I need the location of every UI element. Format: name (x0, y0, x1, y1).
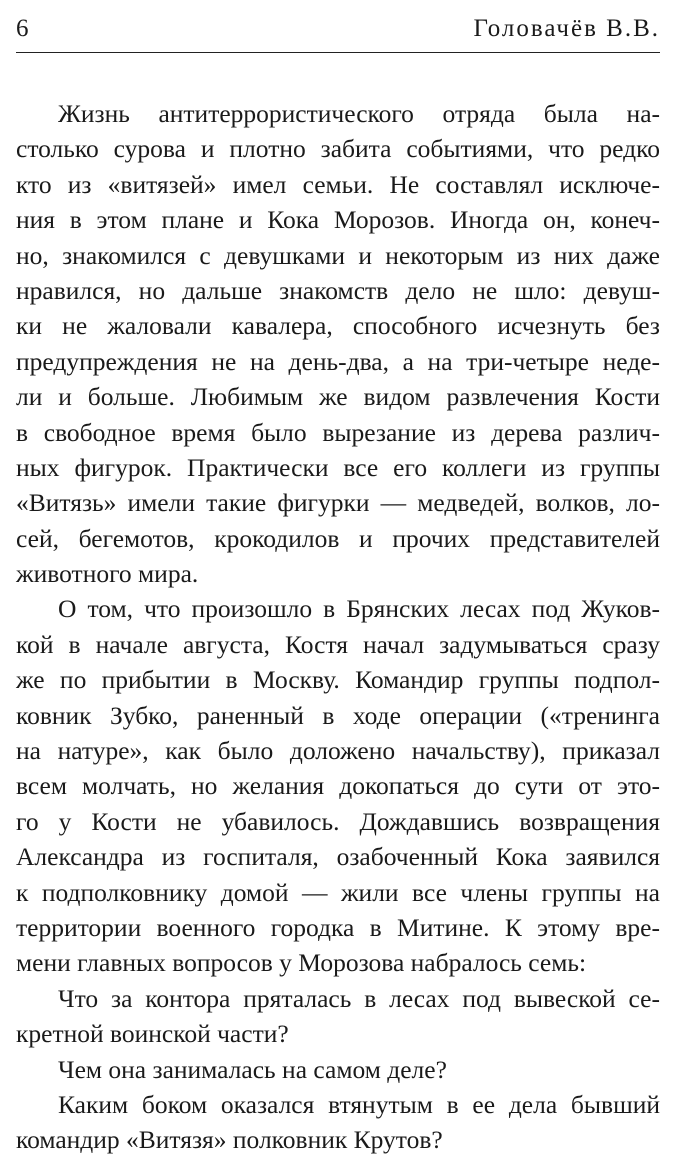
text-line: но, знакомился с девушками и некоторым из них даже (16, 240, 660, 270)
text-line: территории военного городка в Митине. К этому вре- (16, 912, 660, 942)
text-line: Жизнь антитеррористического отряда была на- (58, 99, 660, 128)
running-head-author: Головачёв В.В. (473, 15, 660, 42)
text-line: кретной воинской части? (16, 1019, 289, 1049)
text-line: ки не жаловали кавалера, способного исчезнуть без (16, 311, 660, 341)
text-line: столько сурова и плотно забита событиями, что редко (16, 134, 660, 164)
text-line: всем молчать, но желания докопаться до сути от это- (16, 771, 660, 801)
text-line: ния в этом плане и Кока Морозов. Иногда он, конеч- (16, 205, 660, 235)
text-line: сей, бегемотов, крокодилов и прочих представителей (16, 523, 660, 553)
text-line: ли и больше. Любимым же видом развлечения Кости (16, 382, 660, 412)
text-line: к подполковнику домой — жили все члены группы на (16, 877, 660, 907)
text-line: нравился, но дальше знакомств дело не шло: девуш- (16, 275, 660, 305)
text-line: го у Кости не убавилось. Дождавшись возвращения (16, 806, 660, 836)
page-number: 6 (16, 15, 31, 42)
text-line: предупреждения не на день-два, а на три-четыре неде- (16, 346, 660, 376)
text-line: Александра из госпиталя, озабоченный Кока заявился (16, 842, 660, 872)
text-line: животного мира. (16, 559, 199, 589)
text-line: в свободное время было вырезание из дерева различ- (16, 417, 660, 447)
text-line: О том, что произошло в Брянских лесах под Жуков- (58, 594, 660, 624)
text-line: Каким боком оказался втянутым в ее дела бывший (58, 1089, 660, 1119)
text-line: кой в начале августа, Костя начал задумываться сразу (16, 629, 660, 659)
text-line: командир «Витязя» полковник Крутов? (16, 1125, 443, 1155)
text-line: ных фигурок. Практически все его коллеги из группы (16, 452, 660, 482)
text-line: же по прибытии в Москву. Командир группы подпол- (16, 665, 660, 695)
text-line: Чем она занималась на самом деле? (58, 1054, 447, 1084)
text-line: «Витязь» имели такие фигурки — медведей, волков, ло- (16, 488, 660, 518)
text-line: мени главных вопросов у Морозова набралось семь: (16, 948, 587, 978)
running-head (16, 14, 660, 44)
text-line: на натуре», как было доложено начальству), приказал (16, 736, 660, 766)
body-text (16, 96, 660, 1158)
header-rule (16, 52, 660, 53)
text-line: Что за контора пряталась в лесах под вывеской се- (58, 983, 660, 1013)
text-line: ковник Зубко, раненный в ходе операции («тренинга (16, 700, 660, 730)
text-line: кто из «витязей» имел семьи. Не составлял исключе- (16, 169, 660, 199)
